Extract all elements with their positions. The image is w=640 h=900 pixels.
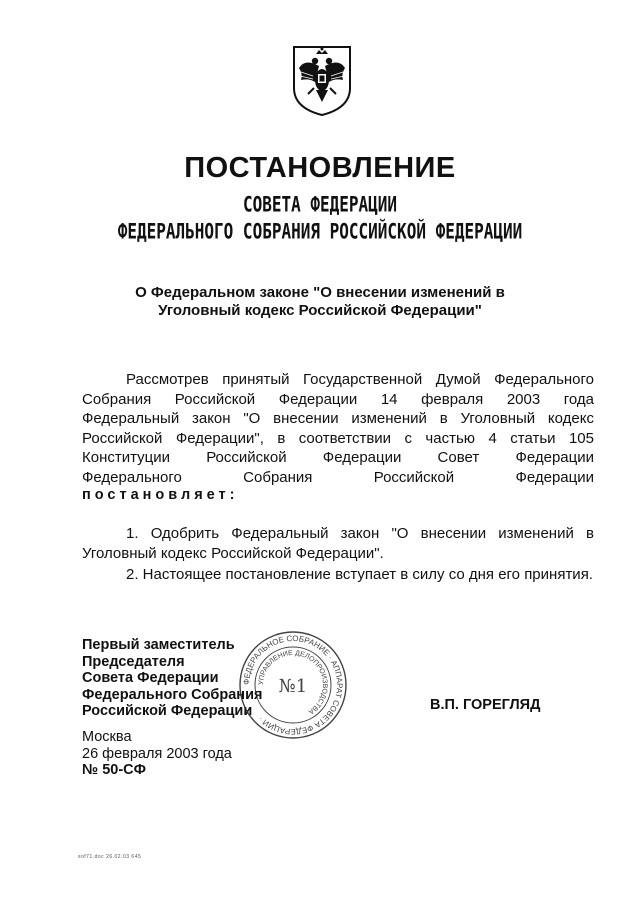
preamble	[82, 370, 594, 487]
signer-position-line: Федерального Собрания	[82, 686, 263, 703]
signer-name: В.П. ГОРЕГЛЯД	[430, 697, 541, 713]
document-subject	[100, 284, 540, 320]
stamp-inner-text: УПРАВЛЕНИЕ ДЕЛОПРОИЗВОДСТВА	[257, 649, 329, 716]
stamp-outer-text: ФЕДЕРАЛЬНОЕ СОБРАНИЕ · АППАРАТ СОВЕТА ФЕДЕРАЦИИ ·	[241, 633, 345, 737]
document-number: № 50-СФ	[82, 762, 146, 778]
subject-line-2: Уголовный кодекс Российской Федерации"	[158, 302, 482, 319]
coat-of-arms-icon	[291, 44, 353, 118]
resolves-verb: постановляет:	[82, 487, 239, 503]
signer-position	[82, 637, 262, 720]
subject-line-1: О Федеральном законе "О внесении изменений в	[135, 284, 505, 301]
resolution-items	[82, 524, 594, 585]
preamble-line: Рассмотрев принятый Государственной Думой Федерального	[126, 371, 594, 388]
resolution-item-1: 1. Одобрить Федеральный закон "О внесении изменений в Уголовный кодекс Российской Федерации".	[82, 525, 594, 562]
document-title: ПОСТАНОВЛЕНИЕ	[184, 152, 456, 184]
preamble-line: Федерального Собрания Российской Федерации	[82, 468, 594, 486]
preamble-line: Собрания Российской Федерации 14 февраля 2003 года	[82, 390, 594, 408]
signer-position-line: Председателя	[82, 653, 185, 670]
official-stamp	[238, 630, 348, 740]
file-code: sof71.doc 26.02.03 645	[78, 854, 142, 860]
resolution-item-2: 2. Настоящее постановление вступает в силу со дня его принятия.	[126, 566, 593, 583]
date: 26 февраля 2003 года	[82, 745, 232, 762]
preamble-line: Российской Федерации", в соответствии с частью 4 статьи 105	[82, 429, 594, 447]
signer-position-line: Совета Федерации	[82, 670, 219, 686]
signer-position-line: Первый заместитель	[82, 637, 235, 653]
preamble-line: Федеральный закон "О внесении изменений в Уголовный кодекс	[82, 410, 594, 427]
stamp-number: №1	[278, 676, 308, 697]
preamble-line: Конституции Российской Федерации Совет Федерации	[82, 449, 594, 466]
place-and-date	[82, 729, 232, 779]
signer-position-line: Российской Федерации	[82, 703, 253, 719]
issuer-line-2: ФЕДЕРАЛЬНОГО СОБРАНИЯ РОССИЙСКОЙ ФЕДЕРАЦИИ	[117, 218, 523, 244]
city: Москва	[82, 729, 132, 745]
issuer-line-1: СОВЕТА ФЕДЕРАЦИИ	[242, 191, 398, 217]
